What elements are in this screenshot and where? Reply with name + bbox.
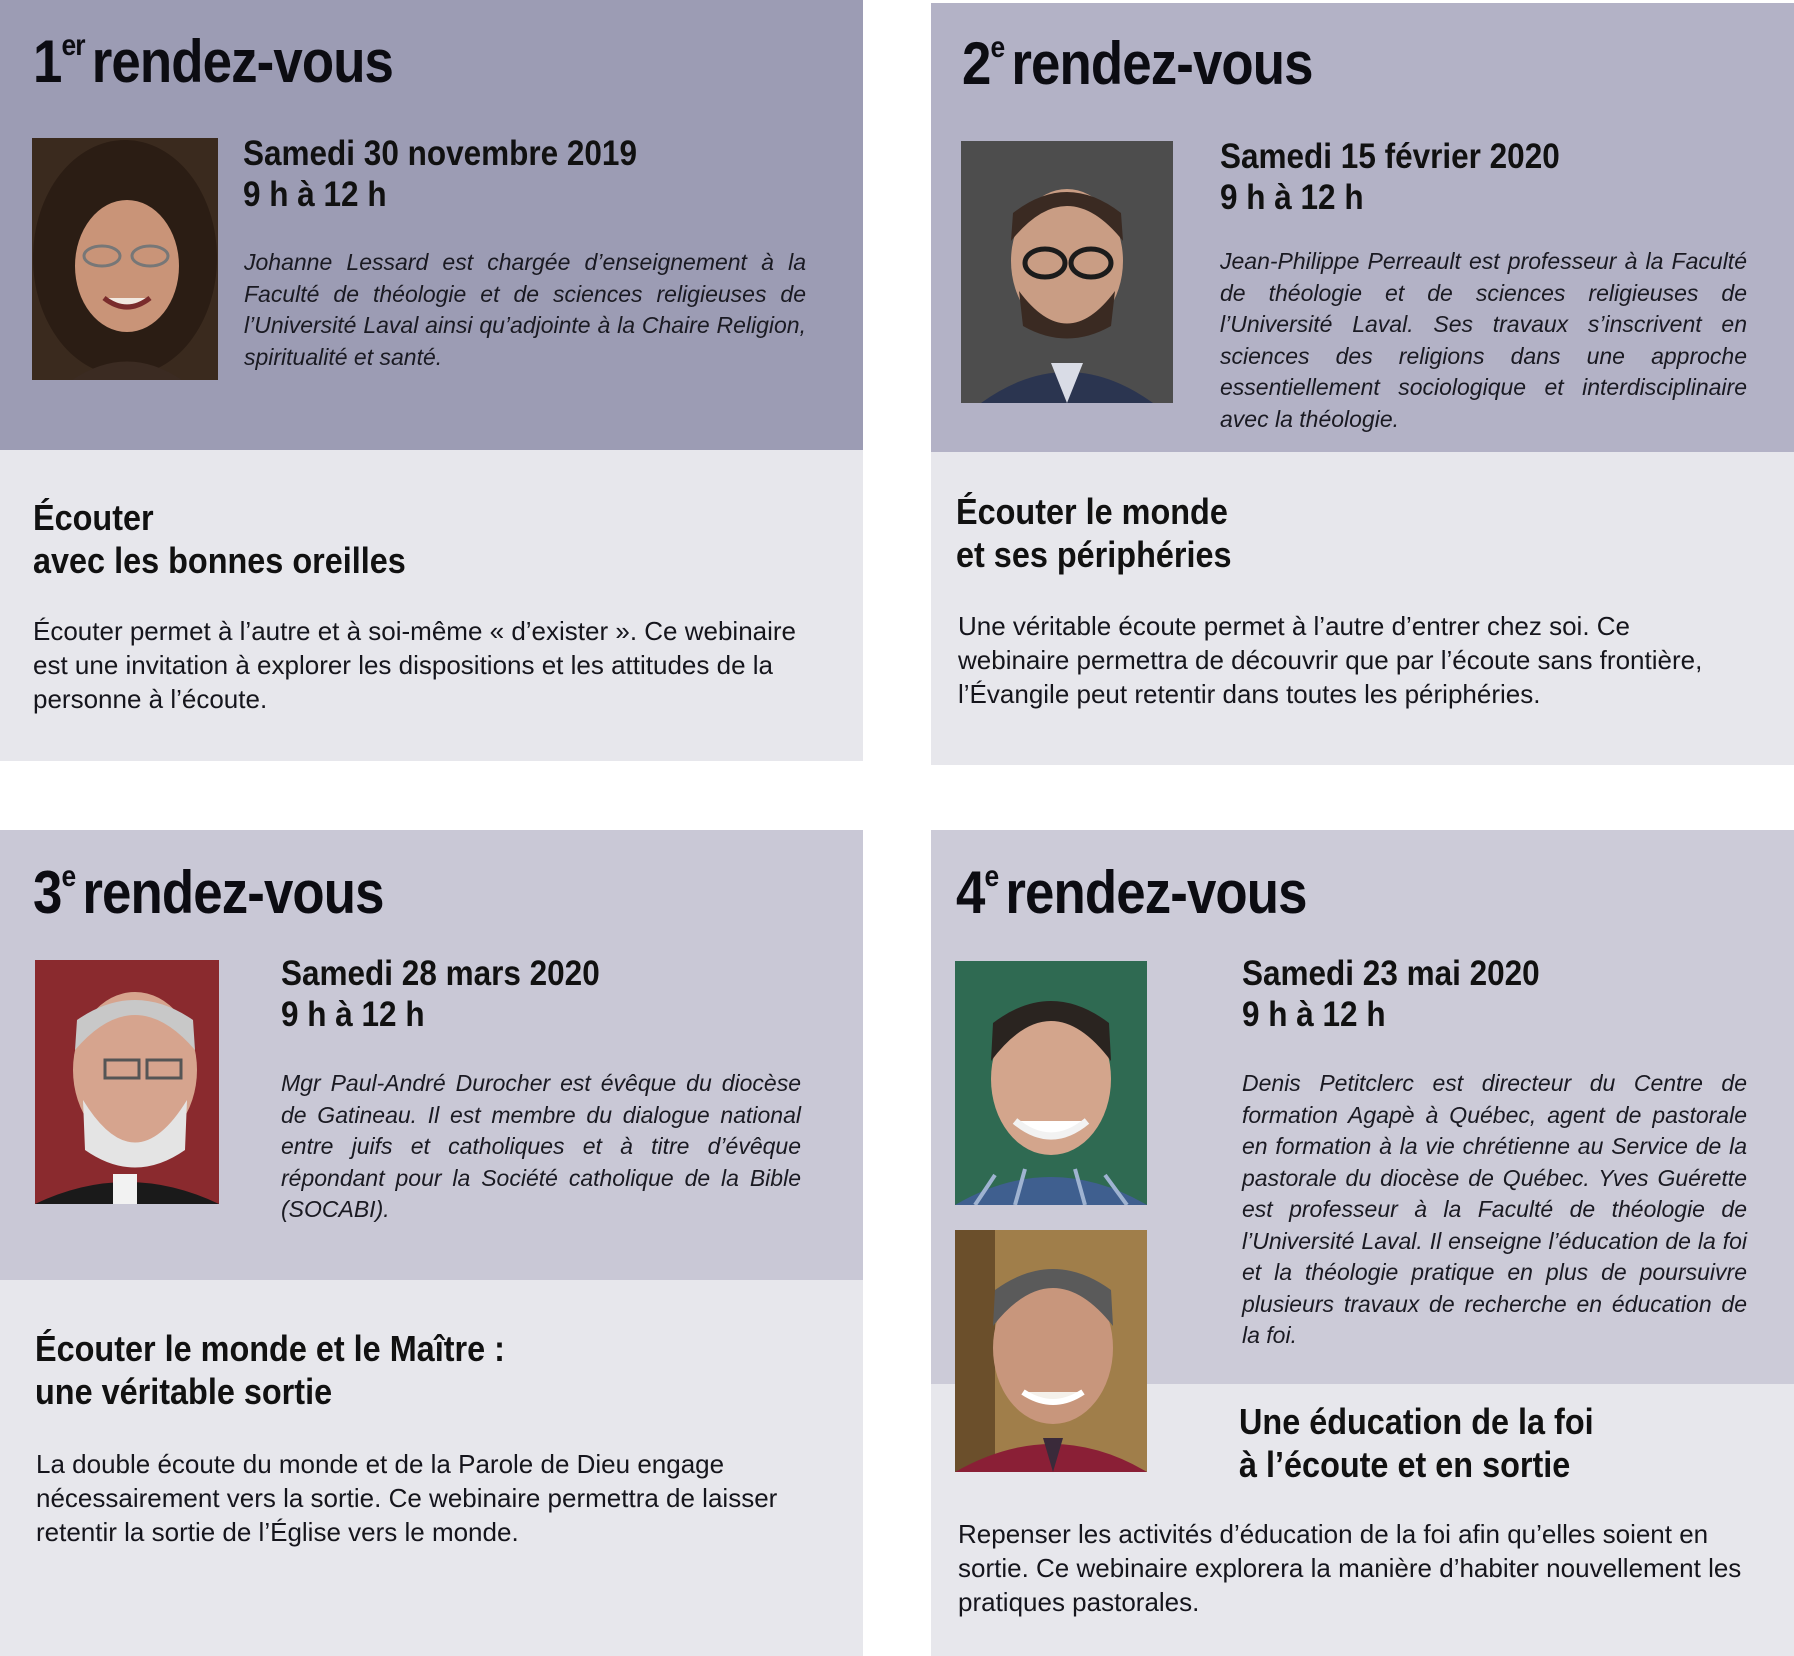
session-description: La double écoute du monde et de la Parole de Dieu engage nécessairement vers la sortie. Ce webinaire permettra de laisser retentir la sortie de l’Église vers le monde. <box>36 1449 778 1547</box>
time-text: 9 h à 12 h <box>281 995 425 1034</box>
ordinal-suffix: e <box>61 860 76 893</box>
session-card-1 <box>0 0 863 761</box>
date-text: Samedi 28 mars 2020 <box>281 954 600 993</box>
date-text: Samedi 30 novembre 2019 <box>243 134 637 173</box>
session-title <box>956 859 1307 926</box>
speaker-photo <box>35 960 219 1204</box>
man-plaid-portrait-icon <box>955 961 1147 1205</box>
session-title <box>33 859 384 926</box>
subtitle-line-2: une véritable sortie <box>35 1371 333 1412</box>
title-text: rendez-vous <box>91 28 394 95</box>
session-number: 1 <box>33 28 62 95</box>
session-subtitle <box>956 490 1232 576</box>
ordinal-suffix: e <box>990 31 1005 64</box>
session-number: 3 <box>33 859 62 926</box>
time-text: 9 h à 12 h <box>1220 178 1364 217</box>
subtitle-line-1: Une éducation de la foi <box>1239 1401 1594 1442</box>
title-text: rendez-vous <box>82 859 384 926</box>
session-card-2 <box>931 0 1794 765</box>
speaker-photo <box>32 138 218 380</box>
session-description: Écouter permet à l’autre et à soi-même « d’exister ». Ce webinaire est une invitation à explorer les dispositions et les attitudes de la personne à l’écoute. <box>33 616 797 714</box>
ordinal-suffix: e <box>984 860 999 893</box>
date-text: Samedi 23 mai 2020 <box>1242 954 1540 993</box>
session-card-3 <box>0 830 863 1656</box>
subtitle-line-2: avec les bonnes oreilles <box>33 540 406 581</box>
time-text: 9 h à 12 h <box>1242 995 1386 1034</box>
bishop-portrait-icon <box>35 960 219 1204</box>
woman-portrait-icon <box>32 138 218 380</box>
session-card-4 <box>931 830 1794 1656</box>
subtitle-line-2: à l’écoute et en sortie <box>1239 1444 1571 1485</box>
speaker-bio: Mgr Paul-André Durocher est évêque du diocèse de Gatineau. Il est membre du dialogue national entre juifs et catholiques et à titre d’évêque répondant pour la Société catholique de la Bible (SOCABI). <box>281 1070 801 1222</box>
speaker-bio: Jean-Philippe Perreault est professeur à la Faculté de théologie et de sciences religieuses de l’Université Laval. Ses travaux s’inscrivent en sciences des religions dans une approche essentiellement sociologique et interdisciplinaire avec la théologie. <box>1220 248 1747 432</box>
man-red-shirt-portrait-icon <box>955 1230 1147 1472</box>
session-description: Une véritable écoute permet à l’autre d’entrer chez soi. Ce webinaire permettra de découvrir que par l’écoute sans frontière, l’Évangile peut retentir dans toutes les périphéries. <box>958 611 1703 709</box>
date-text: Samedi 15 février 2020 <box>1220 137 1560 176</box>
session-number: 2 <box>962 30 991 97</box>
speaker-photo <box>961 141 1173 403</box>
session-number: 4 <box>956 859 985 926</box>
session-date <box>281 953 600 1035</box>
speaker-bio: Johanne Lessard est chargée d’enseignement à la Faculté de théologie et de sciences religieuses de l’Université Laval ainsi qu’adjointe à la Chaire Religion, spiritualité et santé. <box>244 249 806 370</box>
session-date <box>1220 136 1560 218</box>
man-portrait-icon <box>961 141 1173 403</box>
subtitle-line-1: Écouter le monde et le Maître : <box>35 1328 505 1369</box>
subtitle-line-1: Écouter <box>33 497 154 538</box>
speaker-bio: Denis Petitclerc est directeur du Centre de formation Agapè à Québec, agent de pastorale en formation à la vie chrétienne au Service de la pastorale du diocèse de Québec. Yves Guérette est professeur à la Faculté de théologie de l’Université Laval. Il enseigne l’éducation de la foi et la théologie pratique en plus de poursuivre plusieurs travaux de recherche en éducation de la foi. <box>1242 1070 1747 1348</box>
time-text: 9 h à 12 h <box>243 175 387 214</box>
speaker-photo-1 <box>955 961 1147 1205</box>
session-subtitle <box>35 1327 505 1413</box>
session-subtitle <box>1239 1400 1594 1486</box>
session-subtitle <box>33 496 406 582</box>
subtitle-line-1: Écouter le monde <box>956 491 1228 532</box>
title-text: rendez-vous <box>1005 859 1307 926</box>
speaker-photo-2 <box>955 1230 1147 1472</box>
session-title <box>962 30 1313 97</box>
session-title <box>33 28 394 95</box>
title-text: rendez-vous <box>1011 30 1313 97</box>
session-date <box>1242 953 1540 1035</box>
session-date <box>243 133 637 215</box>
ordinal-suffix: er <box>61 29 85 62</box>
session-description: Repenser les activités d’éducation de la foi afin qu’elles soient en sortie. Ce webinaire explorera la manière d’habiter nouvellement les pratiques pastorales. <box>958 1519 1742 1617</box>
subtitle-line-2: et ses périphéries <box>956 534 1232 575</box>
